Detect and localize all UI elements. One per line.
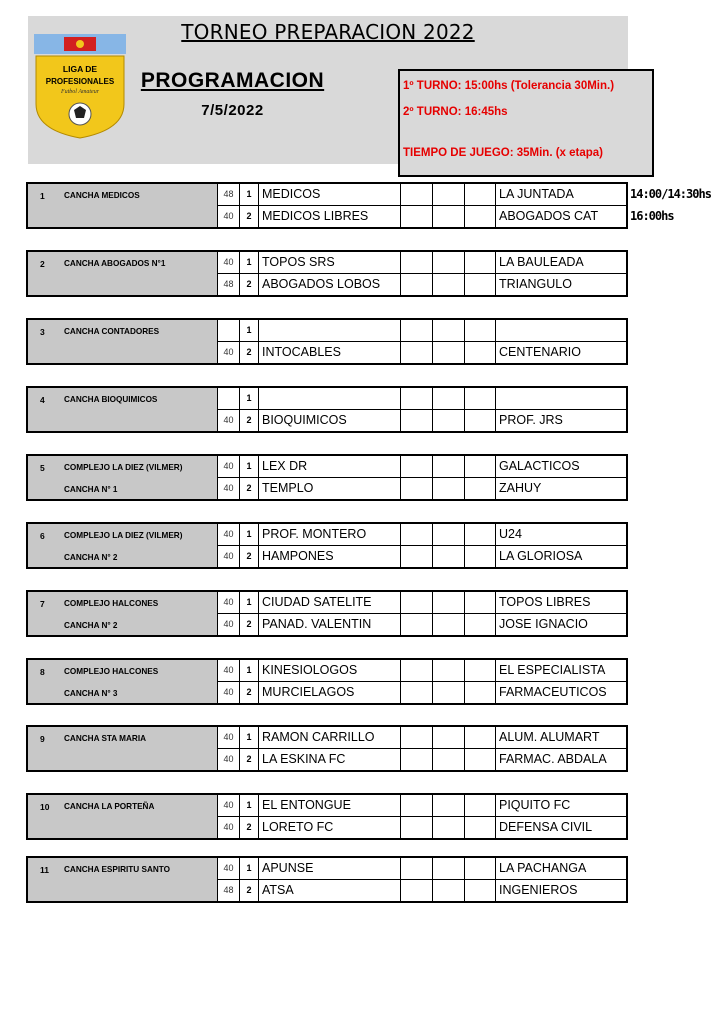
match-row [218,592,626,614]
score-cell [433,456,465,477]
category-code: 40 [218,546,240,567]
home-team: TOPOS SRS [259,252,401,273]
match-row [218,795,626,817]
score-cell [433,817,465,838]
venue-name-cell [28,184,218,227]
venue-subname: CANCHA N° 2 [64,553,118,562]
score-cell [465,410,496,431]
score-cell [465,478,496,499]
match-row [218,817,626,838]
turn-number: 2 [240,749,259,770]
away-team: U24 [499,527,522,541]
category-code: 40 [218,795,240,816]
tiempo-juego: TIEMPO DE JUEGO: 35Min. (x etapa) [403,147,604,159]
score-cell [433,320,465,341]
score-cell [401,478,433,499]
category-code: 40 [218,342,240,363]
match-row [218,880,626,901]
venue-number: 10 [40,802,50,812]
match-row [218,858,626,880]
turn-number: 1 [240,795,259,816]
category-code: 40 [218,660,240,681]
turn-number: 2 [240,682,259,703]
score-cell [465,795,496,816]
home-team: PANAD. VALENTIN [259,614,401,635]
home-team: INTOCABLES [259,342,401,363]
score-cell [433,749,465,770]
venue-name: CANCHA LA PORTEÑA [64,802,155,811]
venue-block [26,658,628,705]
venue-block [26,793,628,840]
score-cell [433,795,465,816]
venue-name: CANCHA ABOGADOS N°1 [64,259,166,268]
match-row [218,478,626,499]
match-row [218,184,626,206]
venue-number: 9 [40,734,45,744]
category-code: 40 [218,682,240,703]
score-cell [465,342,496,363]
away-team: FARMAC. ABDALA [499,752,607,766]
venue-block [26,454,628,501]
score-cell [433,858,465,879]
venue-block [26,856,628,903]
category-code: 48 [218,274,240,295]
turn-number: 2 [240,206,259,227]
score-cell [433,660,465,681]
score-cell [433,274,465,295]
turn-number: 1 [240,592,259,613]
home-team [259,320,401,341]
score-cell [401,342,433,363]
venue-name: COMPLEJO HALCONES [64,667,159,676]
home-team: HAMPONES [259,546,401,567]
side-time-1: 14:00/14:30hs [630,187,711,201]
venue-number: 6 [40,531,45,541]
home-team: MEDICOS [259,184,401,205]
score-cell [433,342,465,363]
subtitle: PROGRAMACION [140,69,325,92]
category-code: 40 [218,817,240,838]
category-code: 40 [218,614,240,635]
venue-subname: CANCHA N° 3 [64,689,118,698]
score-cell [465,388,496,409]
venue-name-cell [28,252,218,295]
home-team: KINESIOLOGOS [259,660,401,681]
home-team: CIUDAD SATELITE [259,592,401,613]
venue-block [26,182,628,229]
side-time-2: 16:00hs [630,209,674,223]
turn-number: 2 [240,410,259,431]
score-cell [401,858,433,879]
match-row [218,749,626,770]
score-cell [465,456,496,477]
score-cell [401,880,433,901]
turn-number: 2 [240,546,259,567]
away-team: FARMACEUTICOS [499,685,607,699]
home-team: MURCIELAGOS [259,682,401,703]
score-cell [465,682,496,703]
home-team: APUNSE [259,858,401,879]
away-team: PIQUITO FC [499,798,571,812]
score-cell [433,546,465,567]
turn-number: 1 [240,252,259,273]
venue-name: COMPLEJO LA DIEZ (VILMER) [64,463,183,472]
away-team: LA JUNTADA [499,187,574,201]
away-team: LA GLORIOSA [499,549,583,563]
venue-number: 2 [40,259,45,269]
home-team: LA ESKINA FC [259,749,401,770]
score-cell [465,727,496,748]
venue-name: CANCHA CONTADORES [64,327,160,336]
venue-name: COMPLEJO LA DIEZ (VILMER) [64,531,183,540]
home-team: TEMPLO [259,478,401,499]
score-cell [401,184,433,205]
venue-name-cell [28,320,218,363]
turn-number: 2 [240,880,259,901]
score-cell [433,410,465,431]
score-cell [465,660,496,681]
score-cell [465,858,496,879]
score-cell [401,206,433,227]
turn-number: 1 [240,660,259,681]
match-row [218,682,626,703]
match-row [218,727,626,749]
venue-name-cell [28,456,218,499]
turn-number: 1 [240,727,259,748]
category-code: 40 [218,206,240,227]
home-team: LORETO FC [259,817,401,838]
away-team [496,388,626,409]
score-cell [401,546,433,567]
venue-block [26,386,628,433]
venue-name-cell [28,388,218,431]
score-cell [465,252,496,273]
home-team: LEX DR [259,456,401,477]
home-team: MEDICOS LIBRES [259,206,401,227]
venue-name-cell [28,795,218,838]
score-cell [465,880,496,901]
score-cell [401,252,433,273]
category-code: 40 [218,858,240,879]
score-cell [401,456,433,477]
venue-name-cell [28,727,218,770]
score-cell [433,880,465,901]
venue-name: CANCHA MEDICOS [64,191,140,200]
turn-number: 2 [240,817,259,838]
score-cell [465,206,496,227]
match-row [218,546,626,567]
turn-number: 2 [240,274,259,295]
score-cell [401,388,433,409]
score-cell [401,614,433,635]
category-code: 40 [218,524,240,545]
logo-line3: Futbol Amateur [60,89,100,95]
venue-block [26,318,628,365]
venue-number: 11 [40,865,49,875]
score-cell [401,592,433,613]
turn-number: 1 [240,388,259,409]
away-team: EL ESPECIALISTA [499,663,606,677]
turn-number: 2 [240,614,259,635]
page-title: TORNEO PREPARACION 2022 [181,20,475,44]
score-cell [433,388,465,409]
venue-name: CANCHA ESPIRITU SANTO [64,865,170,874]
score-cell [401,817,433,838]
away-team: CENTENARIO [499,345,581,359]
category-code: 40 [218,749,240,770]
score-cell [433,682,465,703]
category-code: 40 [218,478,240,499]
turn-number: 2 [240,342,259,363]
match-row [218,660,626,682]
score-cell [433,252,465,273]
away-team: ABOGADOS CAT [499,209,599,223]
score-cell [465,274,496,295]
venue-name: CANCHA BIOQUIMICOS [64,395,158,404]
date: 7/5/2022 [201,102,264,119]
category-code: 40 [218,410,240,431]
score-cell [433,206,465,227]
score-cell [465,546,496,567]
score-cell [401,749,433,770]
venue-name-cell [28,858,218,901]
match-row [218,320,626,342]
score-cell [465,184,496,205]
home-team: ATSA [259,880,401,901]
home-team: RAMON CARRILLO [259,727,401,748]
match-row [218,410,626,431]
turno-1: 1º TURNO: 15:00hs (Tolerancia 30Min.) [403,80,615,92]
turn-number: 1 [240,456,259,477]
score-cell [401,682,433,703]
venue-number: 1 [40,191,45,201]
away-team: ZAHUY [499,481,542,495]
match-row [218,456,626,478]
score-cell [401,410,433,431]
venue-name: CANCHA STA MARIA [64,734,147,743]
logo-line1: LIGA DE [62,64,98,74]
away-team: INGENIEROS [499,883,578,897]
away-team: TRIANGULO [499,277,572,291]
venue-block [26,250,628,297]
venue-name-cell [28,524,218,567]
venue-number: 8 [40,667,45,677]
venue-block [26,590,628,637]
away-team: LA PACHANGA [499,861,587,875]
turn-number: 2 [240,478,259,499]
score-cell [465,749,496,770]
category-code: 40 [218,592,240,613]
venue-subname: CANCHA N° 2 [64,621,118,630]
turno-2: 2º TURNO: 16:45hs [403,106,508,118]
home-team: ABOGADOS LOBOS [259,274,401,295]
home-team: PROF. MONTERO [259,524,401,545]
match-row [218,274,626,295]
venue-number: 3 [40,327,45,337]
home-team: BIOQUIMICOS [259,410,401,431]
match-row [218,206,626,227]
score-cell [401,795,433,816]
away-team: JOSE IGNACIO [499,617,588,631]
score-cell [433,184,465,205]
venue-block [26,725,628,772]
logo-line2: PROFESIONALES [45,77,115,86]
away-team: LA BAULEADA [499,255,584,269]
home-team: EL ENTONGUE [259,795,401,816]
score-cell [433,478,465,499]
score-cell [465,592,496,613]
turn-number: 1 [240,524,259,545]
league-logo-icon [34,34,126,140]
score-cell [433,614,465,635]
category-code: 40 [218,727,240,748]
score-cell [401,660,433,681]
turn-number: 1 [240,184,259,205]
away-team: ALUM. ALUMART [499,730,600,744]
category-code: 48 [218,184,240,205]
away-team: GALACTICOS [499,459,580,473]
score-cell [401,727,433,748]
score-cell [401,320,433,341]
score-cell [433,524,465,545]
venue-name-cell [28,660,218,703]
turn-number: 1 [240,858,259,879]
score-cell [465,320,496,341]
info-box [398,69,654,177]
away-team: TOPOS LIBRES [499,595,591,609]
category-code: 40 [218,456,240,477]
header-panel [28,16,628,164]
category-code: 48 [218,880,240,901]
away-team: DEFENSA CIVIL [499,820,593,834]
venue-number: 4 [40,395,45,405]
venue-name: COMPLEJO HALCONES [64,599,159,608]
venue-number: 5 [40,463,45,473]
score-cell [401,274,433,295]
match-row [218,614,626,635]
score-cell [433,727,465,748]
score-cell [465,817,496,838]
score-cell [433,592,465,613]
turn-number: 1 [240,320,259,341]
venue-subname: CANCHA N° 1 [64,485,118,494]
away-team: PROF. JRS [499,413,563,427]
home-team [259,388,401,409]
venue-name-cell [28,592,218,635]
match-row [218,388,626,410]
category-code: 40 [218,252,240,273]
away-team [496,320,626,341]
score-cell [465,524,496,545]
score-cell [401,524,433,545]
match-row [218,342,626,363]
category-code [218,388,240,409]
match-row [218,524,626,546]
venue-block [26,522,628,569]
score-cell [465,614,496,635]
match-row [218,252,626,274]
category-code [218,320,240,341]
venue-number: 7 [40,599,45,609]
